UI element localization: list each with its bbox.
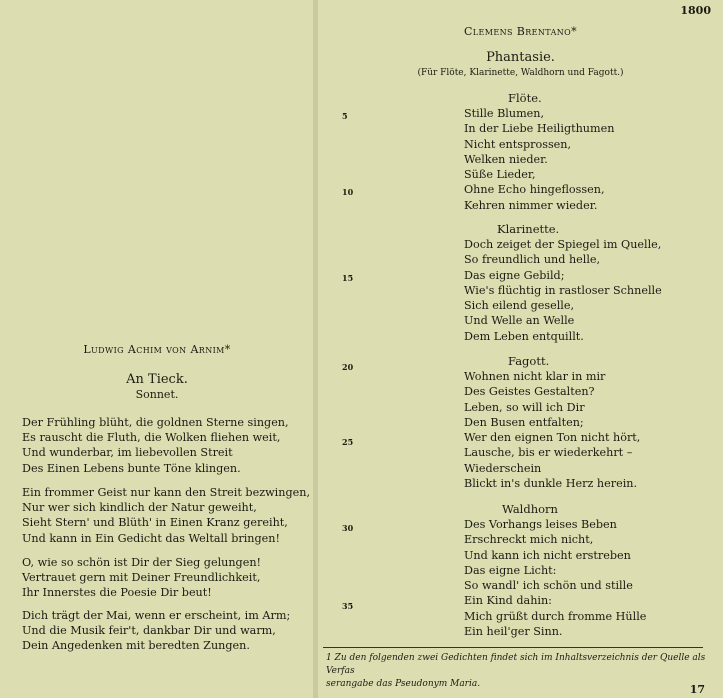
verse-line: Den Busen entfalten;: [464, 415, 584, 429]
verse-line: Das eigne Licht:: [464, 563, 557, 577]
footnote-line: serangabe das Pseudonym Maria.: [326, 679, 481, 689]
right-poem-subtitle: (Für Flöte, Klarinette, Waldhorn und Fagott.): [417, 68, 624, 78]
footnote-line: 1 Zu den folgenden zwei Gedichten findet sich im Inhaltsverzeichnis der Quelle als Verfas: [326, 653, 706, 676]
section-waldhorn: [464, 517, 646, 639]
verse-line: Wiederschein: [464, 461, 542, 475]
verse-line: Des Vorhangs leises Beben: [464, 518, 617, 531]
left-author: Ludwig Achim von Arnim*: [83, 343, 231, 356]
verse-line: Das eigne Gebild;: [464, 268, 565, 282]
verse-line: Süße Lieder,: [464, 168, 536, 182]
verse-line: Und kann ich nicht erstreben: [464, 548, 631, 562]
left-stanza-1: [22, 415, 289, 476]
right-author: Clemens Brentano*: [463, 25, 578, 38]
verse-line: Es rauscht die Fluth, die Wolken fliehen weit,: [22, 431, 281, 445]
section-fagott: [464, 369, 640, 491]
verse-line: Nur wer sich kindlich der Natur geweiht,: [22, 501, 257, 515]
verse-line: So wandl' ich schön und stille: [464, 579, 633, 593]
verse-line: Dich trägt der Mai, wenn er erscheint, im Arm;: [22, 609, 291, 622]
left-stanza-2: [22, 485, 310, 546]
left-stanza-3: [22, 555, 261, 601]
voice-heading-waldhorn: Waldhorn: [502, 502, 558, 516]
left-page: [0, 0, 314, 698]
verse-line: Und wunderbar, im liebevollen Streit: [22, 446, 233, 460]
verse-line: Wer den eignen Ton nicht hört,: [464, 431, 641, 445]
verse-line: Ihr Innerstes die Poesie Dir beut!: [22, 586, 212, 600]
verse-line: Ein Kind dahin:: [464, 594, 552, 608]
left-poem-subtitle: Sonnet.: [135, 388, 179, 401]
verse-line: In der Liebe Heiligthumen: [464, 122, 615, 136]
verse-line: Wohnen nicht klar in mir: [464, 370, 606, 383]
verse-line: Sich eilend geselle,: [464, 299, 575, 313]
verse-line: Lausche, bis er wiederkehrt –: [464, 446, 633, 460]
right-poem-title: Phantasie.: [486, 50, 555, 65]
left-poem-title: An Tieck.: [126, 372, 188, 387]
verse-line: Leben, so will ich Dir: [464, 400, 585, 414]
line-number: 5: [342, 111, 348, 121]
verse-line: O, wie so schön ist Dir der Sieg gelungen!: [22, 556, 262, 569]
verse-line: Ein heil'ger Sinn.: [464, 625, 563, 639]
verse-line: Und Welle an Welle: [464, 314, 575, 328]
section-klarinette: [464, 237, 662, 344]
verse-line: Der Frühling blüht, die goldnen Sterne singen,: [22, 416, 289, 429]
line-number: 30: [342, 523, 354, 533]
verse-line: Ohne Echo hingeflossen,: [464, 183, 605, 197]
footnote: [326, 652, 711, 691]
verse-line: Stille Blumen,: [464, 107, 545, 120]
verse-line: Sieht Stern' und Blüth' in Einen Kranz gereiht,: [22, 516, 288, 530]
line-number: 10: [342, 187, 354, 197]
verse-line: Welken nieder.: [464, 152, 548, 166]
verse-line: Blickt in's dunkle Herz herein.: [464, 477, 638, 491]
left-stanza-4: [22, 608, 290, 654]
footnote-rule: [323, 647, 703, 648]
verse-line: Dem Leben entquillt.: [464, 329, 584, 343]
verse-line: Mich grüßt durch fromme Hülle: [464, 609, 647, 623]
verse-line: Erschreckt mich nicht,: [464, 533, 594, 547]
verse-line: Vertrauet gern mit Deiner Freundlichkeit,: [22, 571, 261, 585]
verse-line: Nicht entsprossen,: [464, 137, 572, 151]
voice-heading-klarinette: Klarinette.: [497, 222, 560, 236]
line-number: 15: [342, 273, 354, 283]
verse-line: Ein frommer Geist nur kann den Streit bezwingen,: [22, 486, 311, 499]
year-heading: 1800: [680, 4, 711, 17]
section-floete: [464, 106, 614, 213]
line-number: 25: [342, 437, 354, 447]
verse-line: Dein Angedenken mit beredten Zungen.: [22, 639, 250, 653]
page-number: 17: [689, 683, 705, 696]
line-number: 20: [342, 362, 354, 372]
verse-line: Und die Musik feir't, dankbar Dir und warm,: [22, 624, 276, 638]
verse-line: Des Geistes Gestalten?: [464, 385, 595, 399]
voice-heading-fagott: Fagott.: [508, 354, 550, 368]
verse-line: Kehren nimmer wieder.: [464, 198, 598, 212]
line-number: 35: [342, 601, 354, 611]
verse-line: So freundlich und helle,: [464, 253, 601, 267]
right-page: [318, 0, 723, 698]
verse-line: Doch zeiget der Spiegel im Quelle,: [464, 238, 662, 251]
verse-line: Des Einen Lebens bunte Töne klingen.: [22, 461, 241, 475]
voice-heading-floete: Flöte.: [508, 91, 542, 105]
verse-line: Wie's flüchtig in rastloser Schnelle: [464, 283, 662, 297]
verse-line: Und kann in Ein Gedicht das Weltall bringen!: [22, 531, 280, 545]
